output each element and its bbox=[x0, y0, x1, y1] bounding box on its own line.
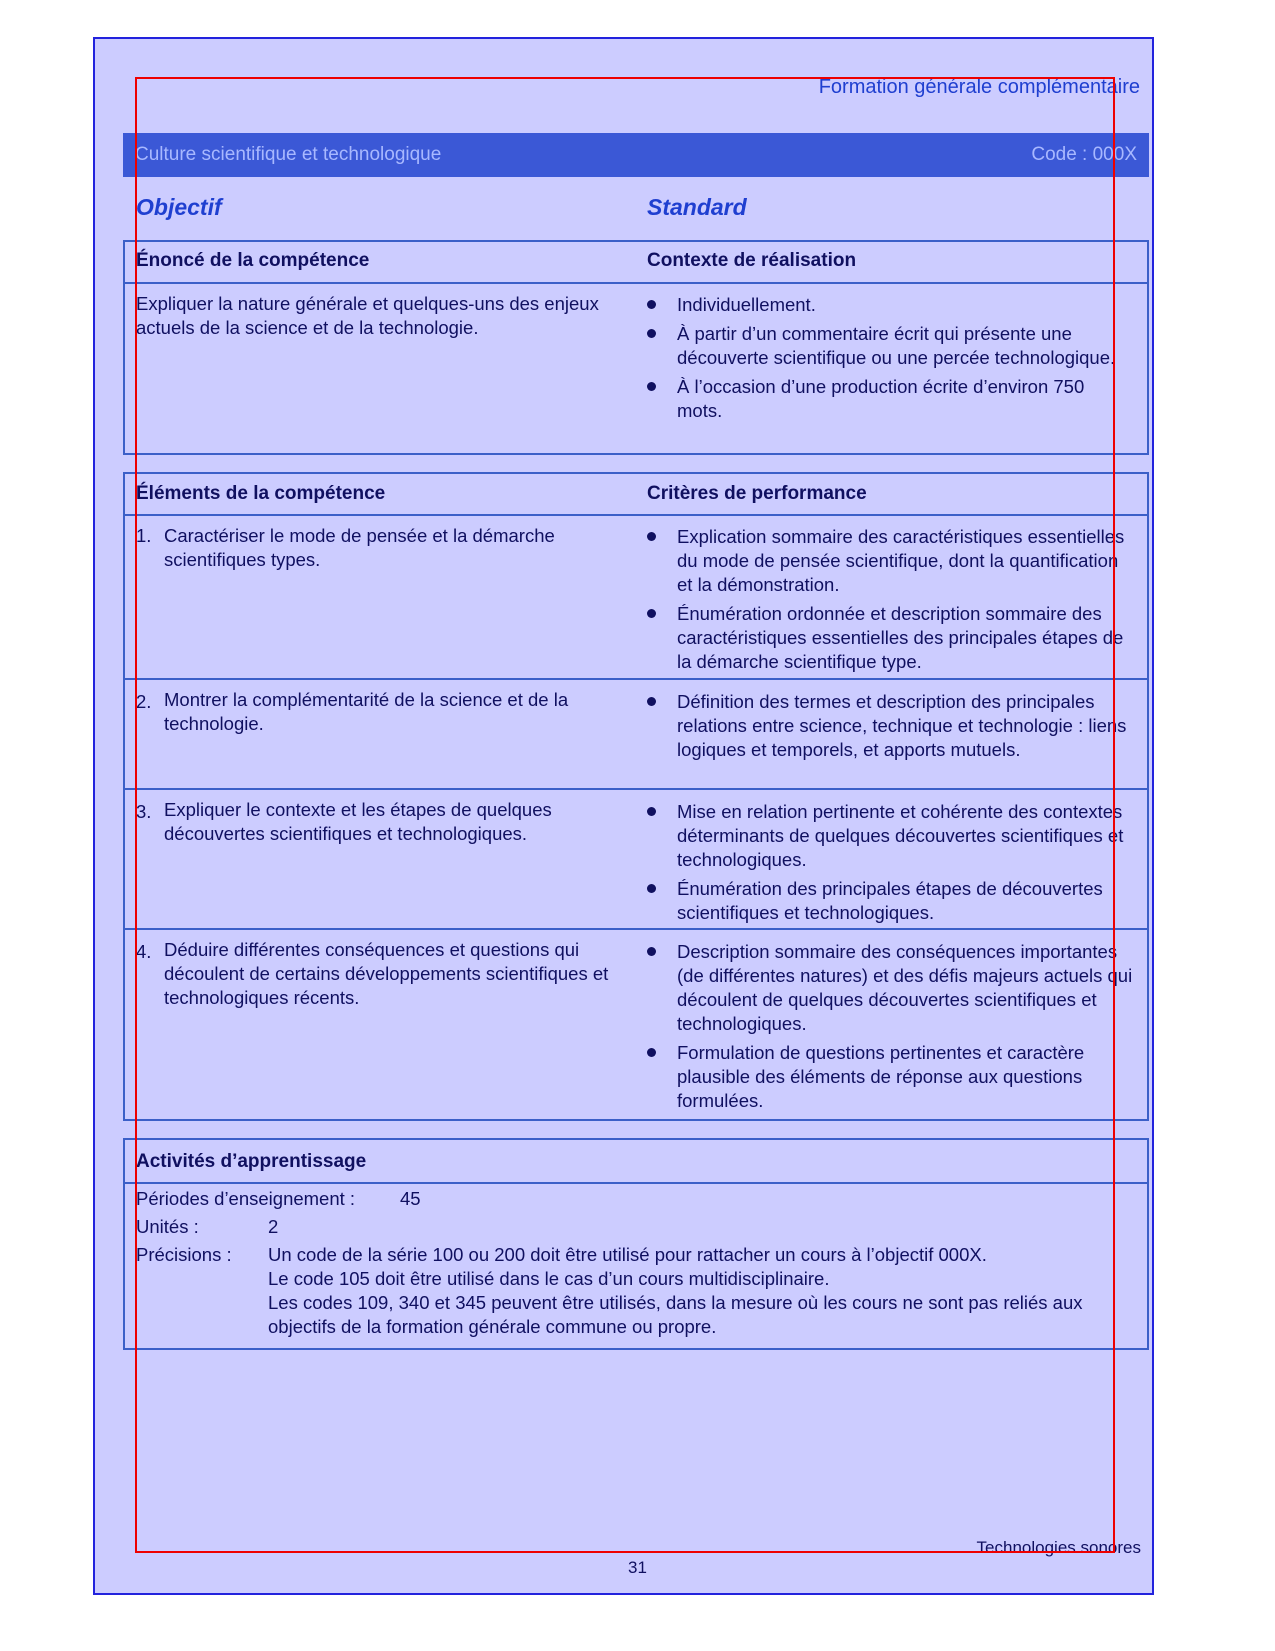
divider bbox=[123, 788, 1149, 790]
bullet-icon bbox=[647, 329, 656, 338]
elements-header: Éléments de la compétence bbox=[136, 483, 386, 504]
activites-header: Activités d’apprentissage bbox=[136, 1151, 367, 1172]
bullet-icon bbox=[647, 884, 656, 893]
enonce-text: Expliquer la nature générale et quelques-uns des enjeux actuels de la science et de la technologie. bbox=[136, 293, 599, 338]
course-title: Culture scientifique et technologique bbox=[135, 144, 442, 165]
footer-program: Technologies sonores bbox=[976, 1538, 1141, 1557]
periodes-label: Périodes d’enseignement : bbox=[136, 1188, 356, 1209]
precision-line: Les codes 109, 340 et 345 peuvent être utilisés, dans la mesure où les cours ne sont pas reliés aux objectifs de la formation générale commune ou propre. bbox=[268, 1292, 1083, 1337]
list-item: Énumération ordonnée et description sommaire des caractéristiques essentielles des principales étapes de la démarche scientifique type. bbox=[647, 602, 1135, 674]
enonce-header: Énoncé de la compétence bbox=[136, 250, 370, 271]
criteres-list bbox=[647, 525, 1135, 679]
bullet-icon bbox=[647, 697, 656, 706]
bullet-icon bbox=[647, 807, 656, 816]
list-item: Définition des termes et description des principales relations entre science, technique et technologie : liens logiques et temporels, et apports mutuels. bbox=[647, 690, 1135, 762]
divider bbox=[123, 514, 1149, 516]
bullet-icon bbox=[647, 300, 656, 309]
precision-line: Le code 105 doit être utilisé dans le cas d’un cours multidisciplinaire. bbox=[268, 1268, 830, 1289]
element-text: Expliquer le contexte et les étapes de quelques découvertes scientifiques et technologiques. bbox=[164, 799, 552, 844]
precision-line: Un code de la série 100 ou 200 doit être utilisé pour rattacher un cours à l’objectif 000X. bbox=[268, 1244, 987, 1265]
element-number: 1. bbox=[136, 525, 152, 546]
list-item: Explication sommaire des caractéristiques essentielles du mode de pensée scientifique, dont la quantification et la démonstration. bbox=[647, 525, 1135, 597]
list-item: Mise en relation pertinente et cohérente des contextes déterminants de quelques découvertes scientifiques et technologiques. bbox=[647, 800, 1135, 872]
precisions-label: Précisions : bbox=[136, 1244, 232, 1265]
bullet-icon bbox=[647, 1048, 656, 1057]
unites-value: 2 bbox=[268, 1216, 279, 1237]
bullet-icon bbox=[647, 532, 656, 541]
course-band bbox=[123, 133, 1149, 177]
bullet-icon bbox=[647, 382, 656, 391]
contexte-header: Contexte de réalisation bbox=[647, 250, 857, 271]
bullet-icon bbox=[647, 947, 656, 956]
precisions-text bbox=[268, 1243, 1108, 1339]
list-item: Description sommaire des conséquences importantes (de différentes natures) et des défis majeurs actuels qui découlent de quelques découvertes scientifiques et technologiques. bbox=[647, 940, 1135, 1036]
element-text: Caractériser le mode de pensée et la démarche scientifiques types. bbox=[164, 525, 555, 570]
list-item: Formulation de questions pertinentes et caractère plausible des éléments de réponse aux questions formulées. bbox=[647, 1041, 1135, 1113]
element-number: 3. bbox=[136, 801, 152, 822]
criteres-header: Critères de performance bbox=[647, 483, 867, 504]
element-number: 2. bbox=[136, 691, 152, 712]
element-text: Déduire différentes conséquences et questions qui découlent de certains développements scientifiques et technologiques récents. bbox=[164, 939, 609, 1008]
element-number: 4. bbox=[136, 941, 152, 962]
objectif-heading: Objectif bbox=[136, 194, 222, 220]
unites-label: Unités : bbox=[136, 1216, 199, 1237]
criteres-list bbox=[647, 800, 1135, 930]
periodes-value: 45 bbox=[400, 1188, 421, 1209]
course-code: Code : 000X bbox=[1031, 144, 1137, 165]
formation-title: Formation générale complémentaire bbox=[818, 76, 1140, 98]
divider bbox=[123, 1182, 1149, 1184]
criteres-list bbox=[647, 940, 1135, 1118]
criteres-list bbox=[647, 690, 1135, 767]
standard-heading: Standard bbox=[647, 194, 747, 220]
page-number: 31 bbox=[628, 1558, 647, 1577]
contexte-list bbox=[647, 293, 1127, 428]
list-item: À partir d’un commentaire écrit qui présente une découverte scientifique ou une percée technologique. bbox=[647, 322, 1127, 370]
list-item: Énumération des principales étapes de découvertes scientifiques et technologiques. bbox=[647, 877, 1135, 925]
element-text: Montrer la complémentarité de la science et de la technologie. bbox=[164, 689, 569, 734]
divider bbox=[123, 282, 1149, 284]
bullet-icon bbox=[647, 609, 656, 618]
list-item: À l’occasion d’une production écrite d’environ 750 mots. bbox=[647, 375, 1127, 423]
list-item: Individuellement. bbox=[647, 293, 1127, 317]
